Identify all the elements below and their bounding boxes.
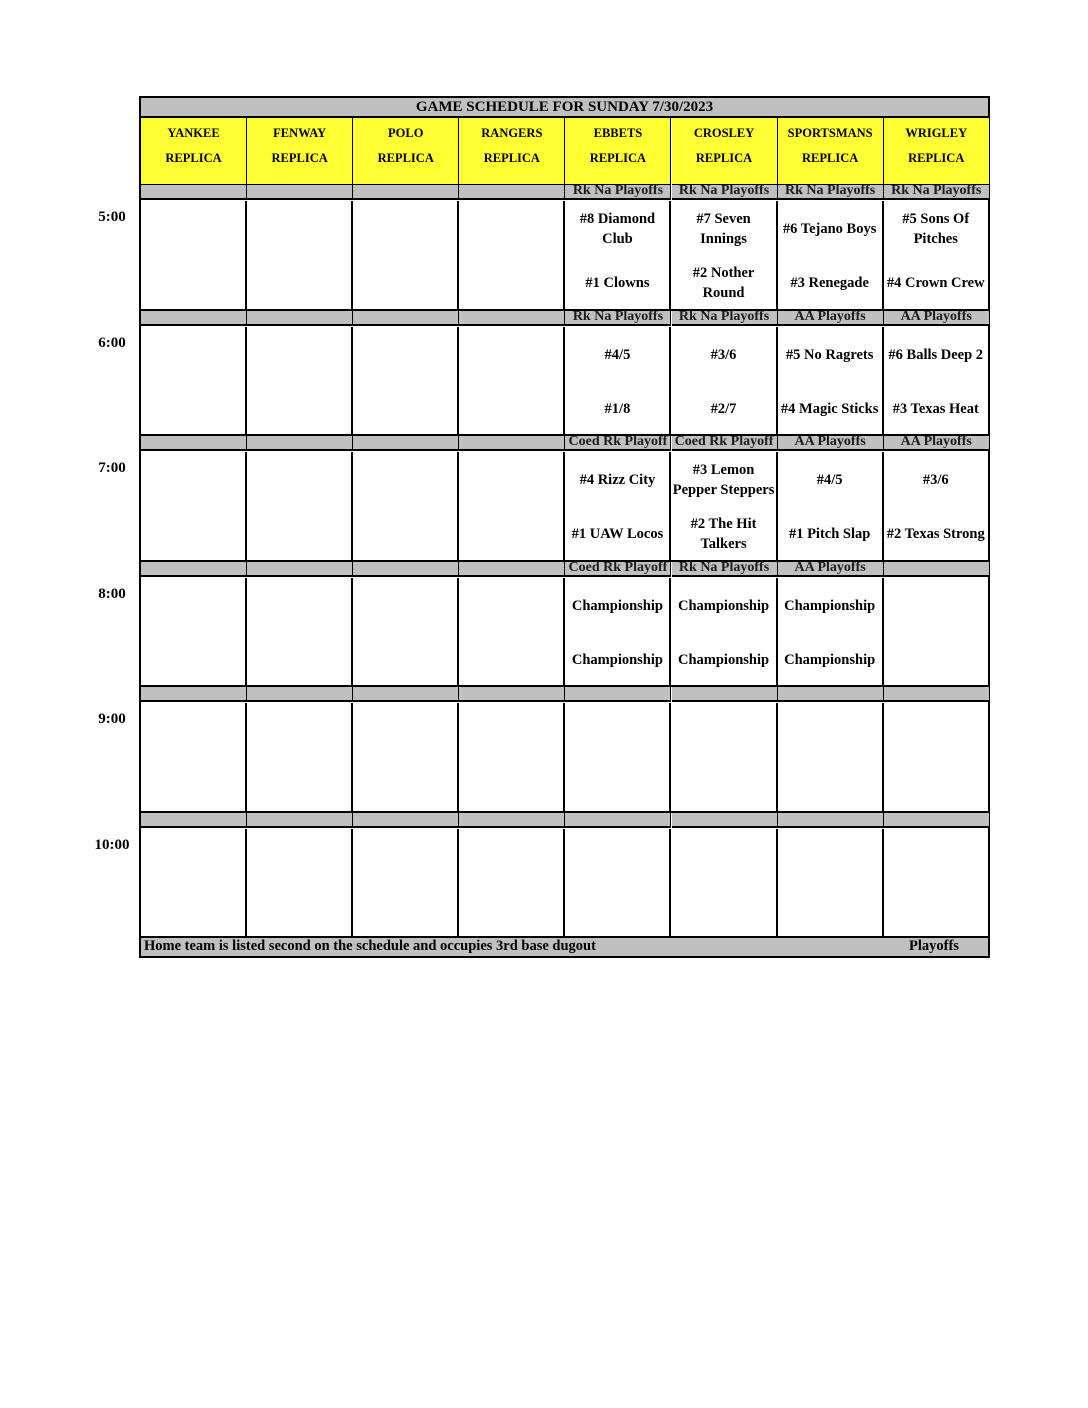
- away-team: #7 Seven Innings: [696, 211, 751, 247]
- game-cell: [884, 829, 990, 938]
- division-band: [672, 686, 778, 702]
- division-band: [141, 184, 247, 200]
- division-label: AA Playoffs: [794, 434, 866, 449]
- home-team: #3 Renegade: [790, 275, 869, 291]
- division-band: [353, 686, 459, 702]
- away-team: [459, 208, 563, 250]
- home-team: #3 Texas Heat: [892, 400, 979, 417]
- home-team: [353, 513, 457, 555]
- game-cell: [247, 703, 353, 812]
- game-cell: [565, 578, 671, 687]
- division-label: Coed Rk Playoff: [568, 559, 668, 575]
- home-team: #4 Crown Crew: [886, 275, 985, 291]
- division-band: [459, 561, 565, 577]
- away-team: [459, 585, 563, 627]
- home-team: [672, 890, 776, 932]
- away-team: #3 Lemon Pepper Steppers: [672, 462, 775, 498]
- home-team: #4 Magic Sticks: [780, 400, 879, 417]
- field-subtitle: REPLICA: [377, 151, 434, 165]
- division-band: [884, 435, 990, 451]
- field-name: POLO: [388, 126, 424, 140]
- away-team: [353, 710, 457, 752]
- division-band: [565, 184, 671, 200]
- away-team: [672, 710, 776, 752]
- away-team: [247, 459, 351, 501]
- division-label: Rk Na Playoffs: [572, 183, 664, 198]
- game-cell: [141, 829, 247, 938]
- division-band: [141, 435, 247, 451]
- home-team: [884, 764, 988, 806]
- home-team: #2/7: [710, 400, 737, 417]
- away-team: Championship: [678, 597, 770, 614]
- game-cell: [247, 452, 353, 561]
- home-team: [459, 764, 563, 806]
- home-team: [247, 262, 351, 304]
- home-team: [778, 764, 882, 806]
- division-band: [565, 561, 671, 577]
- game-cell: [778, 578, 884, 687]
- game-cell: [672, 452, 778, 561]
- schedule-table: [139, 96, 990, 958]
- division-band: [672, 184, 778, 200]
- away-team: [141, 208, 245, 250]
- division-band: [565, 310, 671, 326]
- division-band: [247, 435, 353, 451]
- field-name: CROSLEY: [693, 126, 755, 140]
- division-band: [459, 310, 565, 326]
- division-band: [247, 561, 353, 577]
- division-band: [884, 686, 990, 702]
- home-team: [778, 890, 882, 932]
- field-name: SPORTSMANS: [787, 126, 873, 140]
- home-team: #2 Nother Round: [692, 265, 755, 301]
- away-team: [141, 710, 245, 752]
- field-header: [672, 118, 778, 184]
- game-cell: [884, 703, 990, 812]
- home-team: [141, 513, 245, 555]
- home-team: [565, 764, 669, 806]
- game-cell: [565, 327, 671, 436]
- division-band: [459, 812, 565, 828]
- away-team: #4/5: [604, 346, 631, 363]
- time-label: 9:00: [98, 711, 126, 727]
- home-team: Championship: [678, 651, 770, 668]
- home-team: [672, 764, 776, 806]
- game-cell: [459, 452, 565, 561]
- home-team: [353, 388, 457, 430]
- division-band: [459, 686, 565, 702]
- game-cell: [672, 578, 778, 687]
- division-label: Rk Na Playoffs: [891, 183, 982, 198]
- field-subtitle: REPLICA: [483, 151, 540, 165]
- away-team: [884, 710, 988, 752]
- game-cell: [459, 703, 565, 812]
- division-label: Coed Rk Playoff: [674, 434, 774, 449]
- away-team: [459, 334, 563, 376]
- division-band: [353, 184, 459, 200]
- schedule-footer: [141, 936, 988, 956]
- away-team: [884, 836, 988, 878]
- away-team: Championship: [784, 597, 876, 614]
- field-name: FENWAY: [273, 126, 327, 140]
- home-team: #2 The Hit Talkers: [690, 516, 757, 552]
- field-name: WRIGLEY: [905, 126, 968, 140]
- home-team: [459, 388, 563, 430]
- away-team: [353, 208, 457, 250]
- away-team: [247, 836, 351, 878]
- game-cell: [565, 201, 671, 310]
- game-cell: [459, 327, 565, 436]
- game-cell: [778, 829, 884, 938]
- division-band: [672, 435, 778, 451]
- home-team: [141, 890, 245, 932]
- home-team: [247, 388, 351, 430]
- game-cell: [778, 201, 884, 310]
- division-band: [778, 812, 884, 828]
- away-team: [247, 208, 351, 250]
- game-cell: [353, 578, 459, 687]
- division-band: [459, 435, 565, 451]
- home-team: #1 UAW Locos: [571, 526, 664, 542]
- away-team: #6 Tejano Boys: [782, 221, 877, 237]
- home-team: Championship: [784, 651, 876, 668]
- time-label: 7:00: [98, 460, 126, 476]
- home-team: [565, 890, 669, 932]
- home-team: [459, 513, 563, 555]
- game-cell: [247, 578, 353, 687]
- division-label: Rk Na Playoffs: [678, 308, 770, 324]
- division-band: [565, 686, 671, 702]
- game-cell: [459, 829, 565, 938]
- division-band: [884, 812, 990, 828]
- home-team: [884, 890, 988, 932]
- home-team: [353, 262, 457, 304]
- away-team: [353, 334, 457, 376]
- game-cell: [778, 452, 884, 561]
- game-cell: [141, 578, 247, 687]
- home-team: [353, 764, 457, 806]
- game-cell: [459, 578, 565, 687]
- game-cell: [247, 327, 353, 436]
- game-cell: [672, 201, 778, 310]
- game-cell: [565, 703, 671, 812]
- game-cell: [884, 327, 990, 436]
- game-cell: [353, 703, 459, 812]
- game-cell: [353, 327, 459, 436]
- time-label: 10:00: [94, 836, 130, 853]
- home-team: #1/8: [604, 400, 631, 417]
- division-label: Rk Na Playoffs: [678, 183, 770, 198]
- game-cell: [778, 327, 884, 436]
- division-label: AA Playoffs: [900, 434, 972, 449]
- away-team: [247, 710, 351, 752]
- home-team: [141, 388, 245, 430]
- division-label: Coed Rk Playoff: [568, 434, 668, 449]
- home-team: Championship: [571, 651, 663, 668]
- home-team: [141, 262, 245, 304]
- away-team: #4 Rizz City: [579, 472, 656, 488]
- home-team: [247, 764, 351, 806]
- game-cell: [247, 829, 353, 938]
- division-band: [353, 435, 459, 451]
- division-band: [141, 812, 247, 828]
- field-subtitle: REPLICA: [271, 151, 328, 165]
- division-band: [565, 812, 671, 828]
- away-team: [141, 334, 245, 376]
- division-label: AA Playoffs: [900, 308, 972, 324]
- away-team: [141, 836, 245, 878]
- field-header: [565, 118, 671, 184]
- division-band: [353, 561, 459, 577]
- game-cell: [672, 703, 778, 812]
- time-label: 8:00: [98, 585, 126, 602]
- away-team: #5 No Ragrets: [785, 346, 874, 363]
- away-team: #3/6: [710, 346, 737, 363]
- division-band: [353, 310, 459, 326]
- division-band: [778, 310, 884, 326]
- home-team: #1 Clowns: [585, 275, 650, 291]
- division-label: Rk Na Playoffs: [785, 183, 876, 198]
- away-team: [672, 836, 776, 878]
- away-team: [353, 459, 457, 501]
- game-cell: [141, 452, 247, 561]
- division-band: [459, 184, 565, 200]
- game-cell: [247, 201, 353, 310]
- home-team: [141, 639, 245, 681]
- away-team: [565, 710, 669, 752]
- division-band: [884, 561, 990, 577]
- game-cell: [884, 201, 990, 310]
- division-band: [353, 812, 459, 828]
- division-band: [247, 310, 353, 326]
- game-cell: [884, 452, 990, 561]
- home-team: [353, 890, 457, 932]
- home-team: [459, 890, 563, 932]
- field-name: EBBETS: [593, 126, 643, 140]
- away-team: #5 Sons Of Pitches: [902, 211, 970, 247]
- division-band: [778, 686, 884, 702]
- footer-note: Home team is listed second on the schedule and occupies 3rd base dugout: [144, 938, 596, 954]
- field-header: [247, 118, 353, 184]
- division-band: [141, 686, 247, 702]
- game-cell: [565, 829, 671, 938]
- division-band: [247, 184, 353, 200]
- away-team: [778, 836, 882, 878]
- time-label: 5:00: [98, 209, 126, 225]
- field-header: [778, 118, 884, 184]
- away-team: [565, 836, 669, 878]
- away-team: [141, 459, 245, 501]
- home-team: [247, 639, 351, 681]
- division-band: [672, 310, 778, 326]
- field-header: [353, 118, 459, 184]
- game-cell: [353, 201, 459, 310]
- away-team: [141, 585, 245, 627]
- field-header: [884, 118, 990, 184]
- game-cell: [141, 703, 247, 812]
- away-team: #8 Diamond Club: [579, 211, 656, 247]
- home-team: #2 Texas Strong: [886, 526, 985, 542]
- field-subtitle: REPLICA: [165, 151, 222, 165]
- game-cell: [565, 452, 671, 561]
- home-team: [459, 639, 563, 681]
- away-team: [353, 836, 457, 878]
- home-team: [141, 764, 245, 806]
- division-band: [884, 310, 990, 326]
- division-band: [778, 561, 884, 577]
- division-band: [672, 812, 778, 828]
- field-name: RANGERS: [481, 126, 543, 140]
- field-subtitle: REPLICA: [802, 151, 859, 165]
- game-cell: [459, 201, 565, 310]
- division-label: AA Playoffs: [794, 308, 866, 324]
- division-label: Rk Na Playoffs: [678, 559, 770, 575]
- time-label: 6:00: [98, 334, 126, 351]
- away-team: [459, 836, 563, 878]
- division-label: AA Playoffs: [794, 559, 866, 575]
- field-subtitle: REPLICA: [589, 151, 647, 165]
- game-cell: [884, 578, 990, 687]
- away-team: [459, 710, 563, 752]
- division-label: Rk Na Playoffs: [572, 308, 664, 324]
- home-team: [459, 262, 563, 304]
- division-band: [141, 561, 247, 577]
- away-team: #3/6: [922, 472, 949, 488]
- division-band: [141, 310, 247, 326]
- footer-legend: Playoffs: [909, 938, 959, 954]
- field-header: [141, 118, 247, 184]
- game-cell: [141, 201, 247, 310]
- division-band: [778, 435, 884, 451]
- game-cell: [141, 327, 247, 436]
- away-team: [778, 710, 882, 752]
- division-band: [672, 561, 778, 577]
- away-team: Championship: [571, 597, 663, 614]
- home-team: [353, 639, 457, 681]
- away-team: [247, 334, 351, 376]
- game-cell: [353, 829, 459, 938]
- home-team: [884, 639, 988, 681]
- schedule-title: GAME SCHEDULE FOR SUNDAY 7/30/2023: [141, 98, 988, 118]
- away-team: [353, 585, 457, 627]
- field-subtitle: REPLICA: [908, 151, 965, 165]
- game-cell: [778, 703, 884, 812]
- away-team: [884, 585, 988, 627]
- game-cell: [672, 829, 778, 938]
- division-band: [565, 435, 671, 451]
- division-band: [247, 686, 353, 702]
- game-cell: [672, 327, 778, 436]
- home-team: [247, 890, 351, 932]
- field-header: [459, 118, 565, 184]
- field-subtitle: REPLICA: [695, 151, 753, 165]
- field-name: YANKEE: [167, 126, 220, 140]
- away-team: [459, 459, 563, 501]
- division-band: [247, 812, 353, 828]
- away-team: [247, 585, 351, 627]
- home-team: #1 Pitch Slap: [788, 526, 871, 542]
- game-cell: [353, 452, 459, 561]
- home-team: [247, 513, 351, 555]
- away-team: #6 Balls Deep 2: [888, 346, 984, 363]
- away-team: #4/5: [816, 472, 843, 488]
- division-band: [778, 184, 884, 200]
- division-band: [884, 184, 990, 200]
